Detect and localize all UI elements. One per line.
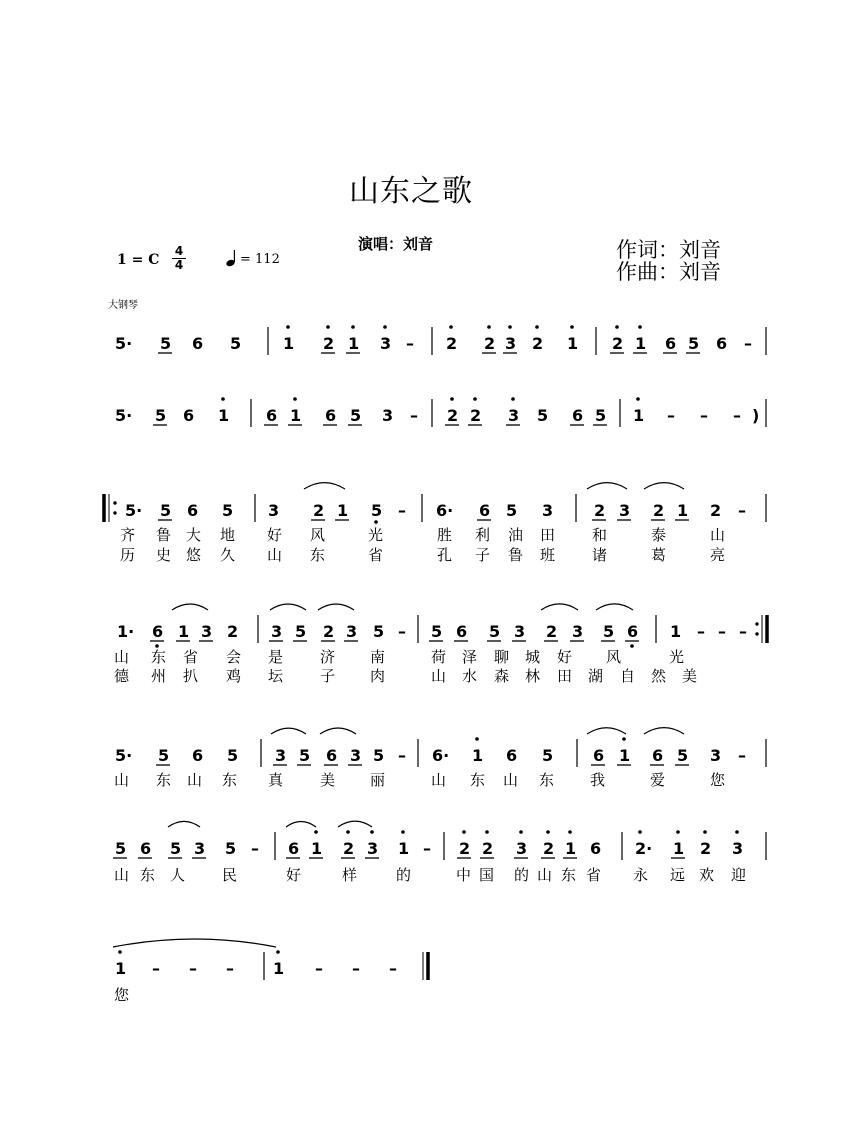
- lyric-char: 南: [370, 648, 386, 666]
- lyricist-credit: 作词：刘音: [616, 238, 721, 262]
- lyric-char-verse2: 水: [462, 667, 478, 685]
- lyric-char-verse2: 子: [475, 546, 491, 564]
- dash-hold: –: [700, 406, 708, 425]
- octave-high-dot: [473, 397, 477, 401]
- note: 5: [537, 406, 549, 425]
- repeat-dot: [755, 622, 758, 625]
- lyric-char: 东: [470, 771, 486, 789]
- lyric-char-verse2: 然: [651, 667, 667, 685]
- lyric-char: 利: [475, 526, 491, 544]
- dash-hold: –: [406, 334, 414, 353]
- note: 5·: [115, 334, 133, 353]
- singer-label: 演唱: [358, 235, 389, 253]
- lyric-char: 省: [183, 648, 199, 666]
- lyric-char: 城: [525, 648, 541, 666]
- octave-high-dot: [568, 830, 572, 834]
- note: 6: [572, 406, 584, 425]
- note: 5: [373, 746, 385, 765]
- octave-high-dot: [487, 325, 491, 329]
- note: 5: [299, 746, 311, 765]
- lyric-char: 风: [310, 526, 326, 544]
- note: 2: [459, 839, 471, 858]
- note: 1: [398, 839, 410, 858]
- lyric-char: 聊: [494, 648, 510, 666]
- lyric-char: 美: [320, 771, 336, 789]
- lyric-char: 地: [220, 526, 236, 544]
- octave-high-dot: [276, 950, 280, 954]
- lyric-char-verse2: 东: [310, 546, 326, 564]
- repeat-dot: [113, 511, 116, 514]
- repeat-dot: [755, 632, 758, 635]
- note: 3: [201, 622, 213, 641]
- dash-hold: –: [718, 622, 726, 641]
- note: 6: [288, 839, 300, 858]
- note: 1: [472, 746, 484, 765]
- note: 6: [266, 406, 278, 425]
- lyric-char: 东: [561, 866, 577, 884]
- note: 1: [673, 839, 685, 858]
- dash-hold: –: [398, 746, 406, 765]
- lyric-char-verse2: 史: [156, 546, 172, 564]
- octave-low-dot: [630, 644, 634, 648]
- note: 1: [635, 334, 647, 353]
- lyric-char: 好: [557, 648, 573, 666]
- slur: [338, 821, 372, 827]
- note: 2: [543, 839, 555, 858]
- note: 3: [505, 334, 517, 353]
- note: 6: [140, 839, 152, 858]
- slur: [286, 822, 316, 828]
- lyric-char: 远: [670, 866, 686, 884]
- lyric-char: 中: [456, 866, 472, 884]
- note: 2: [343, 839, 355, 858]
- singer-name: 刘音: [403, 235, 434, 253]
- note: 6: [187, 501, 199, 520]
- note: 6·: [436, 501, 454, 520]
- note: 2: [546, 622, 558, 641]
- slur: [270, 604, 306, 610]
- instrument-label: 大钢琴: [108, 300, 138, 311]
- lyric-char: 山: [114, 771, 130, 789]
- note: 1: [567, 334, 579, 353]
- octave-high-dot: [546, 830, 550, 834]
- note: 3: [732, 839, 744, 858]
- lyric-char: 人: [170, 866, 186, 884]
- note: 1: [311, 839, 323, 858]
- note: 5: [295, 622, 307, 641]
- note: 2: [323, 622, 335, 641]
- octave-high-dot: [676, 830, 680, 834]
- octave-high-dot: [703, 830, 707, 834]
- lyric-char: 东: [140, 866, 156, 884]
- note: 2: [653, 501, 665, 520]
- lyric-char: 田: [540, 526, 556, 544]
- lyric-char: 和: [592, 526, 608, 544]
- note: 3: [346, 622, 358, 641]
- note: 6: [590, 839, 602, 858]
- note: 3: [514, 622, 526, 641]
- note: 5: [431, 622, 443, 641]
- dash-hold: –: [352, 959, 360, 978]
- note: 2: [710, 501, 722, 520]
- octave-high-dot: [462, 830, 466, 834]
- key-signature: 1 = C: [117, 252, 160, 268]
- lyric-char: 济: [320, 648, 336, 666]
- slur: [271, 728, 306, 734]
- octave-high-dot: [221, 397, 225, 401]
- dash-hold: –: [697, 622, 705, 641]
- note: 6: [192, 746, 204, 765]
- note: 3: [572, 622, 584, 641]
- lyric-char: 山: [431, 771, 447, 789]
- note: ): [752, 406, 760, 425]
- note: 2: [470, 406, 482, 425]
- octave-high-dot: [519, 830, 523, 834]
- time-signature-bottom: 4: [172, 258, 186, 272]
- lyric-char-verse2: 班: [540, 546, 556, 564]
- note: 1: [670, 622, 682, 641]
- lyric-char-verse2: 坛: [268, 667, 284, 685]
- octave-high-dot: [383, 325, 387, 329]
- note: 6: [456, 622, 468, 641]
- lyric-char: 民: [222, 866, 238, 884]
- note: 6·: [432, 746, 450, 765]
- dash-hold: –: [389, 959, 397, 978]
- note: 5·: [115, 746, 133, 765]
- lyric-char-verse2: 田: [557, 667, 573, 685]
- note: 3: [271, 622, 283, 641]
- lyric-char-verse2: 子: [320, 667, 336, 685]
- dash-hold: –: [738, 746, 746, 765]
- repeat-dot: [113, 501, 116, 504]
- octave-high-dot: [615, 325, 619, 329]
- lyric-char: 真: [268, 771, 284, 789]
- octave-high-dot: [570, 325, 574, 329]
- lyric-char: 是: [268, 648, 284, 666]
- note: 3: [380, 334, 392, 353]
- octave-high-dot: [511, 397, 515, 401]
- lyric-char-verse2: 葛: [651, 546, 667, 564]
- note: 6: [192, 334, 204, 353]
- note: 1: [283, 334, 295, 353]
- dash-hold: –: [315, 959, 323, 978]
- lyric-char: 东: [151, 648, 167, 666]
- lyric-char: 丽: [370, 771, 386, 789]
- dash-hold: –: [739, 622, 747, 641]
- octave-high-dot: [401, 830, 405, 834]
- note: 5: [595, 406, 607, 425]
- octave-high-dot: [636, 397, 640, 401]
- lyric-char: 东: [156, 771, 172, 789]
- lyric-char: 您: [114, 986, 130, 1004]
- note: 6: [506, 746, 518, 765]
- lyric-char: 胜: [437, 526, 453, 544]
- lyric-char: 油: [508, 526, 524, 544]
- dash-hold: –: [189, 959, 197, 978]
- note: 3: [619, 501, 631, 520]
- note: 2·: [635, 839, 653, 858]
- note: 6: [665, 334, 677, 353]
- lyric-char: 山: [187, 771, 203, 789]
- song-title: 山东之歌: [349, 174, 473, 209]
- octave-low-dot: [374, 520, 378, 524]
- lyric-char: 大: [186, 526, 202, 544]
- note: 3: [710, 746, 722, 765]
- slur: [644, 483, 684, 489]
- slur: [596, 604, 633, 610]
- dash-hold: –: [733, 406, 741, 425]
- note: 1: [218, 406, 230, 425]
- note: 1: [115, 959, 127, 978]
- note: 3: [350, 746, 362, 765]
- note: 3: [508, 406, 520, 425]
- composer-credit: 作曲：刘音: [616, 260, 721, 284]
- note: 5·: [115, 406, 133, 425]
- note: 6: [152, 622, 164, 641]
- lyric-char: 我: [590, 771, 606, 789]
- lyric-char: 样: [342, 866, 358, 884]
- lyric-char: 东: [222, 771, 238, 789]
- dash-hold: –: [251, 839, 259, 858]
- note: 5: [489, 622, 501, 641]
- lyric-char-verse2: 省: [368, 546, 384, 564]
- octave-high-dot: [622, 737, 626, 741]
- lyric-char-verse2: 扒: [183, 667, 199, 685]
- note: 1: [619, 746, 631, 765]
- slur: [320, 728, 356, 734]
- octave-high-dot: [370, 830, 374, 834]
- note: 6: [325, 406, 337, 425]
- note: 2: [446, 334, 458, 353]
- note: 1: [633, 406, 645, 425]
- note: 5: [603, 622, 615, 641]
- lyric-char-verse2: 鲁: [508, 546, 524, 564]
- lyric-char: 风: [606, 648, 622, 666]
- lyric-char: 光: [368, 526, 384, 544]
- slur: [541, 604, 578, 610]
- singer-separator: ：: [388, 235, 404, 253]
- note: 5: [158, 746, 170, 765]
- note: 5: [160, 334, 172, 353]
- octave-high-dot: [450, 397, 454, 401]
- note: 5: [542, 746, 554, 765]
- lyric-char-verse2: 悠: [186, 546, 202, 564]
- lyric-char: 迎: [731, 866, 747, 884]
- lyric-char-verse2: 州: [151, 667, 167, 685]
- note: 5·: [125, 501, 143, 520]
- note: 5: [350, 406, 362, 425]
- octave-high-dot: [449, 325, 453, 329]
- note: 1: [290, 406, 302, 425]
- lyric-char: 会: [226, 648, 242, 666]
- lyric-char-verse2: 山: [267, 546, 283, 564]
- note: 6: [652, 746, 664, 765]
- octave-high-dot: [638, 325, 642, 329]
- note: 1: [565, 839, 577, 858]
- lyric-char-verse2: 亮: [710, 546, 726, 564]
- time-signature-top: 4: [174, 244, 184, 258]
- note: 2: [594, 501, 606, 520]
- dash-hold: –: [398, 501, 406, 520]
- note: 5: [160, 501, 172, 520]
- note: 5: [155, 406, 167, 425]
- note: 6: [593, 746, 605, 765]
- lyric-char: 省: [586, 866, 602, 884]
- note: 2: [323, 334, 335, 353]
- note: 3: [268, 501, 280, 520]
- dash-hold: –: [410, 406, 418, 425]
- lyric-char: 您: [710, 771, 726, 789]
- lyric-char: 的: [514, 866, 530, 884]
- lyric-char: 山: [710, 526, 726, 544]
- lyric-char-verse2: 美: [682, 667, 698, 685]
- lyric-char: 山: [114, 648, 130, 666]
- note: 2: [227, 622, 239, 641]
- lyric-char-verse2: 肉: [370, 667, 386, 685]
- octave-high-dot: [638, 830, 642, 834]
- note: 5: [170, 839, 182, 858]
- note: 3: [194, 839, 206, 858]
- note: 1: [178, 622, 190, 641]
- note: 6: [326, 746, 338, 765]
- note: 6: [627, 622, 639, 641]
- dash-hold: –: [667, 406, 675, 425]
- octave-high-dot: [485, 830, 489, 834]
- octave-high-dot: [535, 325, 539, 329]
- octave-high-dot: [735, 830, 739, 834]
- lyric-char-verse2: 山: [431, 667, 447, 685]
- note: 3: [542, 501, 554, 520]
- octave-high-dot: [293, 397, 297, 401]
- slur: [172, 604, 208, 610]
- note: 3: [516, 839, 528, 858]
- lyric-char: 国: [479, 866, 495, 884]
- note: 5: [371, 501, 383, 520]
- note: 5: [373, 622, 385, 641]
- dash-hold: –: [423, 839, 431, 858]
- octave-high-dot: [326, 325, 330, 329]
- note: 1·: [117, 622, 135, 641]
- octave-high-dot: [346, 830, 350, 834]
- slur: [318, 604, 354, 610]
- slur: [168, 821, 200, 827]
- lyric-char: 永: [633, 866, 649, 884]
- note: 1: [337, 501, 349, 520]
- octave-high-dot: [351, 325, 355, 329]
- note: 2: [482, 839, 494, 858]
- lyric-char-verse2: 德: [114, 667, 130, 685]
- octave-high-dot: [475, 737, 479, 741]
- lyric-char: 好: [267, 526, 283, 544]
- note: 5: [506, 501, 518, 520]
- slur: [644, 728, 684, 734]
- lyric-char-verse2: 久: [220, 546, 236, 564]
- dash-hold: –: [152, 959, 160, 978]
- note: 3: [275, 746, 287, 765]
- note: 5: [677, 746, 689, 765]
- dash-hold: –: [398, 622, 406, 641]
- note: 1: [677, 501, 689, 520]
- note: 1: [348, 334, 360, 353]
- tempo-marking: = 112: [240, 252, 280, 267]
- slur: [304, 483, 345, 489]
- octave-high-dot: [286, 325, 290, 329]
- note: 2: [313, 501, 325, 520]
- note: 2: [700, 839, 712, 858]
- note: 2: [532, 334, 544, 353]
- lyric-char: 山: [503, 771, 519, 789]
- note: 2: [447, 406, 459, 425]
- note: 5: [688, 334, 700, 353]
- octave-high-dot: [508, 325, 512, 329]
- lyric-char: 爱: [650, 771, 666, 789]
- slur: [587, 728, 626, 734]
- note: 5: [222, 501, 234, 520]
- note: 6: [183, 406, 195, 425]
- dash-hold: –: [738, 501, 746, 520]
- note: 2: [484, 334, 496, 353]
- lyric-char: 山: [114, 866, 130, 884]
- octave-high-dot: [314, 830, 318, 834]
- note: 5: [225, 839, 237, 858]
- note: 3: [367, 839, 379, 858]
- lyric-char: 欢: [699, 866, 715, 884]
- lyric-char: 泰: [651, 526, 667, 544]
- slur: [113, 939, 276, 947]
- octave-high-dot: [118, 950, 122, 954]
- slur: [587, 483, 627, 489]
- lyric-char: 山: [537, 866, 553, 884]
- dash-hold: –: [226, 959, 234, 978]
- note: 5: [115, 839, 127, 858]
- note: 5: [227, 746, 239, 765]
- lyric-char-verse2: 历: [120, 546, 136, 564]
- lyric-char: 光: [669, 648, 685, 666]
- lyric-char: 荷: [431, 648, 447, 666]
- lyric-char-verse2: 鸡: [226, 667, 242, 685]
- lyric-char: 鲁: [156, 526, 172, 544]
- lyric-char-verse2: 林: [525, 667, 541, 685]
- lyric-char-verse2: 自: [620, 667, 636, 685]
- lyric-char-verse2: 孔: [437, 546, 453, 564]
- lyric-char: 齐: [120, 526, 136, 544]
- dash-hold: –: [744, 334, 752, 353]
- lyric-char: 好: [286, 866, 302, 884]
- lyric-char-verse2: 森: [494, 667, 510, 685]
- lyric-char-verse2: 湖: [588, 667, 604, 685]
- lyric-char: 的: [396, 866, 412, 884]
- note: 6: [479, 501, 491, 520]
- note: 6: [716, 334, 728, 353]
- lyric-char-verse2: 诸: [592, 546, 608, 564]
- note: 3: [382, 406, 394, 425]
- note: 5: [230, 334, 242, 353]
- lyric-char: 东: [539, 771, 555, 789]
- lyric-char: 泽: [462, 648, 478, 666]
- note: 2: [612, 334, 624, 353]
- note: 1: [273, 959, 285, 978]
